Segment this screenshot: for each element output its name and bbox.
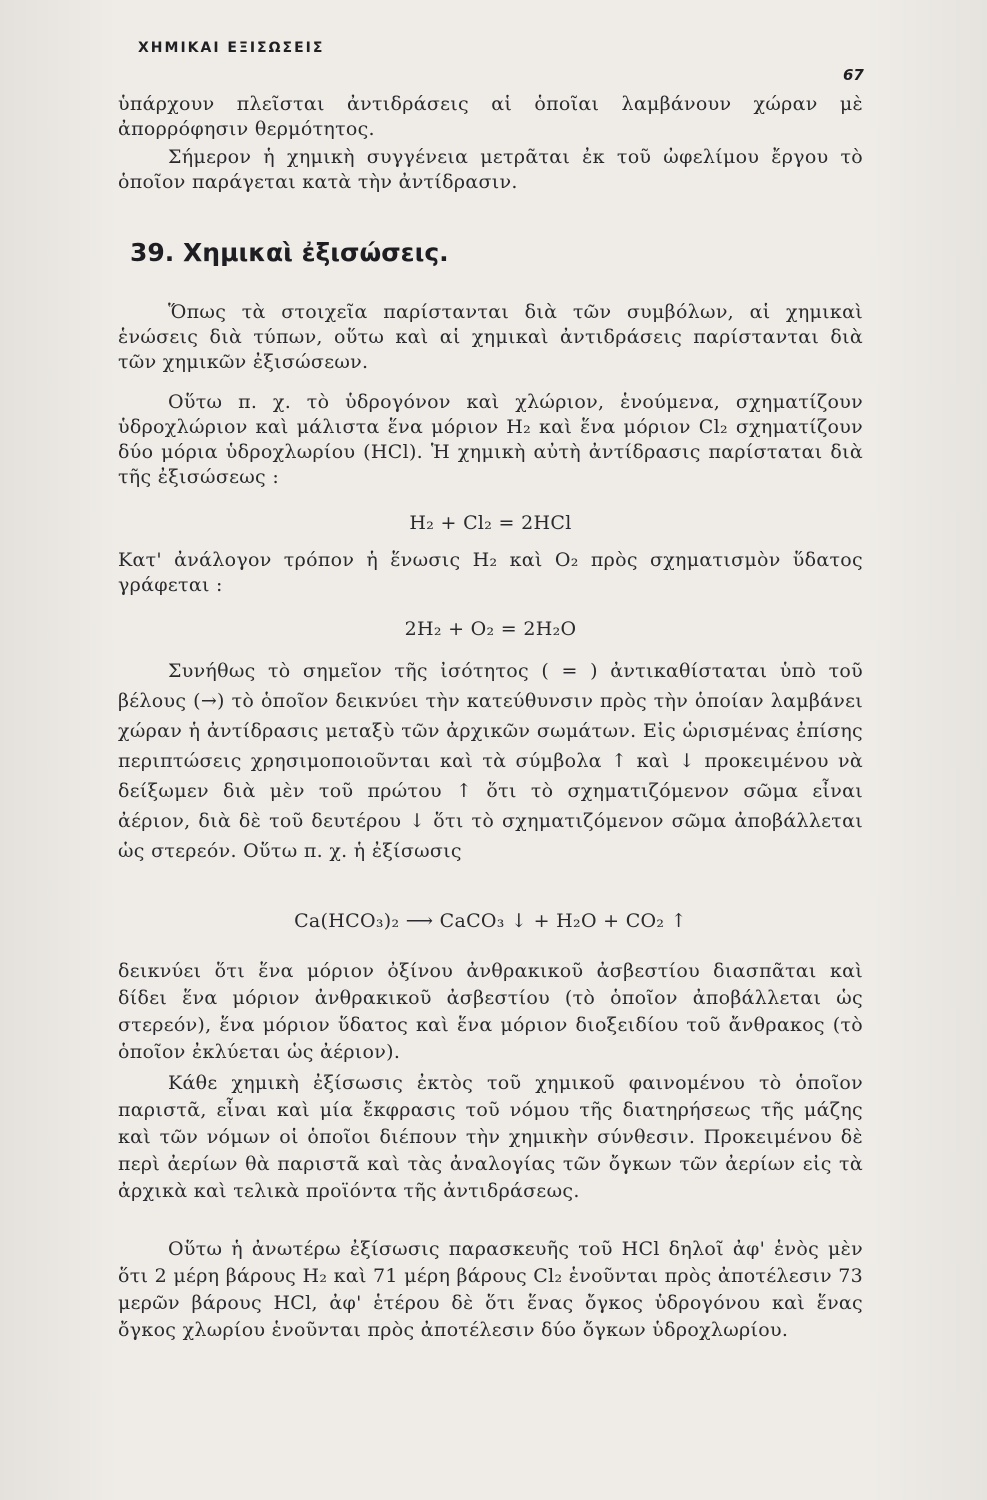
paragraph-definition: Ὅπως τὰ στοιχεῖα παρίστανται διὰ τῶν συμβόλων, αἱ χημικαὶ ἑνώσεις διὰ τύπων, οὕτω καὶ αἱ χημικαὶ ἀντιδράσεις παρίστανται διὰ τῶν χημικῶν ἐξισώσεων. bbox=[118, 301, 863, 373]
equation-water: 2H₂ + O₂ = 2H₂O bbox=[404, 618, 577, 640]
running-header: ΧΗΜΙΚΑΙ ΕΞΙΣΩΣΕΙΣ bbox=[138, 40, 325, 56]
page-number: 67 bbox=[843, 66, 864, 84]
section-heading: 39. Χημικαὶ ἐξισώσεις. bbox=[130, 238, 449, 267]
paragraph-decomposition: δεικνύει ὅτι ἕνα μόριον ὀξίνου ἀνθρακικοῦ ἀσβεστίου διασπᾶται καὶ δίδει ἕνα μόριον ἀνθρακικοῦ ἀσβεστίου (τὸ ὁποῖον ἀποβάλλεται ὡς στερεόν), ἕνα μόριον ὕδατος καὶ ἕνα μόριον διοξειδίου τοῦ ἄνθρακος (τὸ ὁποῖον ἐκλύεται ὡς ἀέριον). bbox=[118, 960, 863, 1063]
paragraph-hcl-ratios: Οὕτω ἡ ἀνωτέρω ἐξίσωσις παρασκευῆς τοῦ HCl δηλοῖ ἀφ' ἑνὸς μὲν ὅτι 2 μέρη βάρους H₂ καὶ 71 μέρη βάρους Cl₂ ἑνοῦνται πρὸς ἀποτέλεσιν 73 μερῶν βάρους HCl, ἀφ' ἑτέρου δὲ ὅτι ἕνας ὄγκος ὑδρογόνου καὶ ἕνας ὄγκος χλωρίου ἑνοῦνται πρὸς ἀποτέλεσιν δύο ὄγκων ὑδροχλωρίου. bbox=[118, 1238, 863, 1341]
equation-calcium-bicarbonate: Ca(HCO₃)₂ ⟶ CaCO₃ ↓ + H₂O + CO₂ ↑ bbox=[294, 910, 687, 932]
paragraph-intro-2: Σήμερον ἡ χημικὴ συγγένεια μετρᾶται ἐκ τοῦ ὠφελίμου ἔργου τὸ ὁποῖον παράγεται κατὰ τὴν ἀντίδρασιν. bbox=[118, 146, 863, 193]
paragraph-intro-1: ὑπάρχουν πλεῖσται ἀντιδράσεις αἱ ὁποῖαι λαμβάνουν χώραν μὲ ἀπορρόφησιν θερμότητος. bbox=[118, 93, 863, 140]
paragraph-conservation: Κάθε χημικὴ ἐξίσωσις ἐκτὸς τοῦ χημικοῦ φαινομένου τὸ ὁποῖον παριστᾶ, εἶναι καὶ μία ἔκφρασις τοῦ νόμου τῆς διατηρήσεως τῆς μάζης καὶ τῶν νόμων οἱ ὁποῖοι διέπουν τὴν χημικὴν σύνθεσιν. Προκειμένου δὲ περὶ ἀερίων θὰ παριστᾶ καὶ τὰς ἀναλογίας τῶν ὄγκων τῶν ἀερίων εἰς τὰ ἀρχικὰ καὶ τελικὰ προϊόντα τῆς ἀντιδράσεως. bbox=[118, 1072, 863, 1202]
paragraph-hcl-example: Οὕτω π. χ. τὸ ὑδρογόνον καὶ χλώριον, ἑνούμενα, σχηματίζουν ὑδροχλώριον καὶ μάλιστα ἕνα μόριον H₂ καὶ ἕνα μόριον Cl₂ σχηματίζουν δύο μόρια ὑδροχλωρίου (HCl). Ἡ χημικὴ αὐτὴ ἀντίδρασις παρίσταται διὰ τῆς ἐξισώσεως : bbox=[118, 391, 863, 488]
equation-hcl: H₂ + Cl₂ = 2HCl bbox=[409, 512, 572, 534]
paragraph-water-example: Κατ' ἀνάλογον τρόπον ἡ ἕνωσις H₂ καὶ O₂ πρὸς σχηματισμὸν ὕδατος γράφεται : bbox=[118, 549, 863, 596]
paragraph-arrow-symbols: Συνήθως τὸ σημεῖον τῆς ἰσότητος ( = ) ἀντικαθίσταται ὑπὸ τοῦ βέλους (→) τὸ ὁποῖον δεικνύει τὴν κατεύθυνσιν πρὸς τὴν ὁποίαν λαμβάνει χώραν ἡ ἀντίδρασις μεταξὺ τῶν ἀρχικῶν σωμάτων. Εἰς ὡρισμένας ἐπίσης περιπτώσεις χρησιμοποιοῦνται καὶ τὰ σύμβολα ↑ καὶ ↓ προκειμένου νὰ δείξωμεν διὰ μὲν τοῦ πρώτου ↑ ὅτι τὸ σχηματιζόμενον σῶμα εἶναι ἀέριον, διὰ δὲ τοῦ δευτέρου ↓ ὅτι τὸ σχηματιζόμενον σῶμα ἀποβάλλεται ὡς στερεόν. Οὕτω π. χ. ἡ ἐξίσωσις bbox=[118, 660, 863, 862]
